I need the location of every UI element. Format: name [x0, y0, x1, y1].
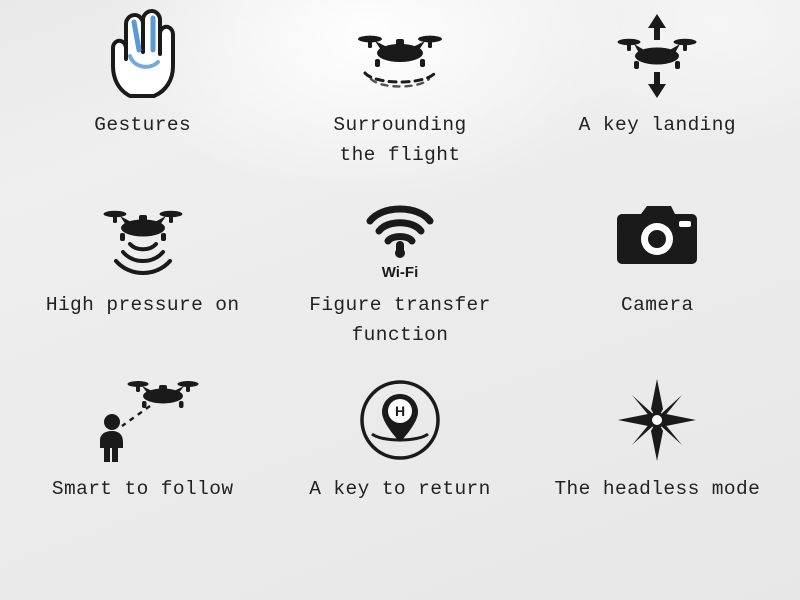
- wifi-label: Wi-Fi: [381, 264, 419, 281]
- wifi-signal-icon: [352, 192, 448, 284]
- feature-cell-a-key-to-return[interactable]: [271, 372, 528, 542]
- feature-cell-camera[interactable]: [529, 192, 786, 372]
- feature-cell-figure-transfer-function[interactable]: [271, 192, 528, 372]
- feature-label-line2: the flight: [339, 144, 461, 166]
- feature-label: Smart to follow: [51, 478, 234, 500]
- feature-cell-smart-to-follow[interactable]: [14, 372, 271, 542]
- drone-orbit-icon: [345, 8, 455, 104]
- feature-label: [333, 110, 466, 170]
- feature-label-line1: Surrounding: [333, 114, 467, 136]
- drone-up-down-arrows-icon: [598, 8, 716, 104]
- hand-peace-gesture-icon: [100, 4, 186, 100]
- drone-follow-person-icon: [78, 372, 208, 468]
- home-letter: H: [394, 403, 406, 419]
- home-return-pin-icon: [356, 372, 444, 468]
- feature-label-line1: Figure transfer: [309, 294, 491, 316]
- feature-label: [309, 290, 491, 350]
- compass-star-icon: [616, 372, 698, 468]
- feature-label: Camera: [621, 294, 694, 316]
- feature-cell-a-key-landing[interactable]: [529, 8, 786, 192]
- drone-altitude-hold-icon: [88, 192, 198, 284]
- feature-cell-high-pressure-on[interactable]: [14, 192, 271, 372]
- feature-label: The headless mode: [554, 478, 761, 500]
- feature-cell-gestures[interactable]: [14, 8, 271, 192]
- camera-icon: [611, 192, 703, 284]
- feature-label: High pressure on: [45, 294, 240, 316]
- feature-label-line2: function: [351, 324, 449, 346]
- feature-label: A key landing: [578, 114, 736, 136]
- feature-cell-surrounding-the-flight[interactable]: [271, 8, 528, 192]
- feature-label: A key to return: [309, 478, 491, 500]
- feature-label: Gestures: [94, 114, 192, 136]
- feature-cell-the-headless-mode[interactable]: [529, 372, 786, 542]
